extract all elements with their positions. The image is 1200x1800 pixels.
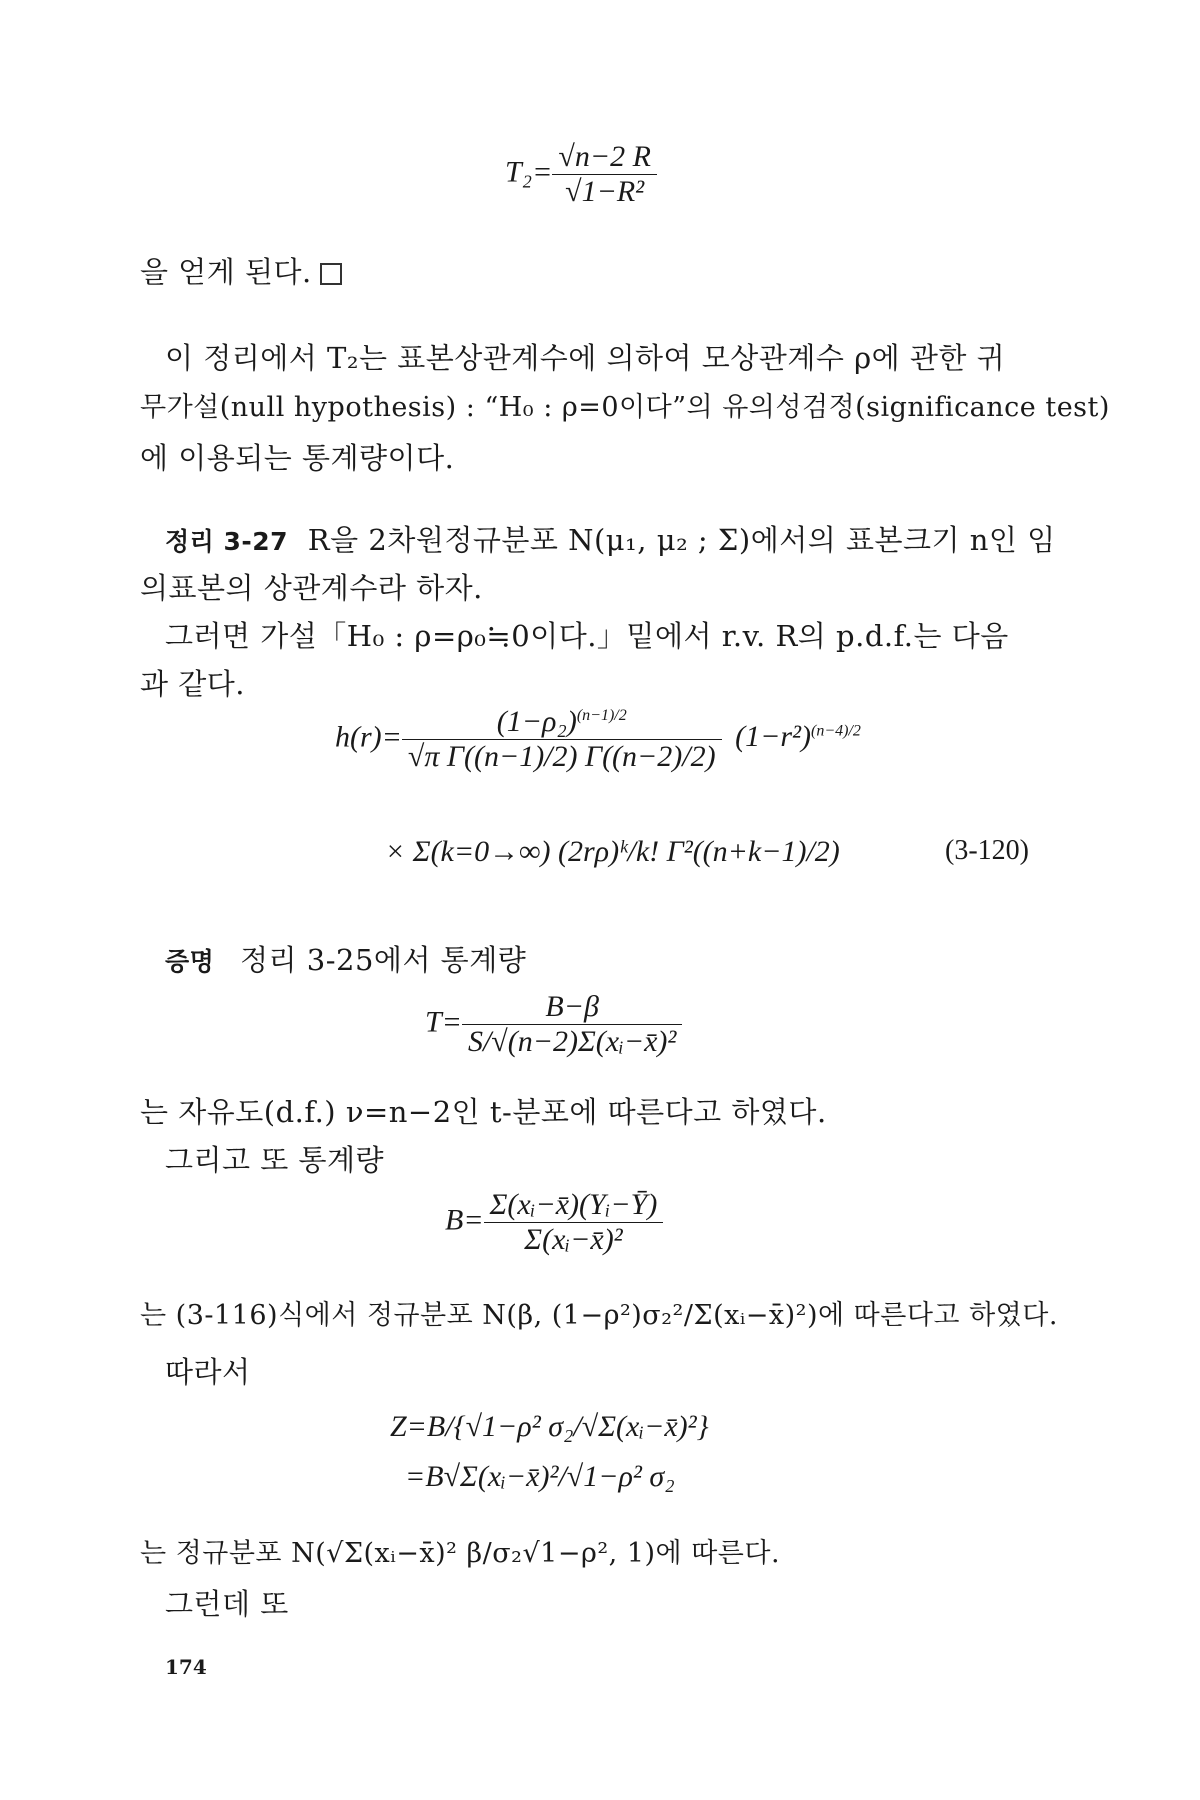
page-number: 174: [165, 1655, 207, 1679]
h-tail: (1−r²): [735, 720, 812, 754]
theorem-line3: 그러면 가설「H₀ : ρ=ρ₀≒0이다.」밑에서 r.v. R의 p.d.f.는 다음: [165, 619, 1009, 653]
h-lhs: h(r)=: [335, 720, 402, 754]
t2-fraction: [552, 140, 657, 209]
proof-line1-text: 정리 3-25에서 통계량: [240, 943, 527, 977]
qed-square-icon: [320, 263, 342, 285]
z-formula-line1: Z=B/{√1−ρ² σ₂/√Σ(xᵢ−x̄)²}: [390, 1410, 709, 1443]
h-tail-exponent: (n−4)/2: [811, 722, 861, 740]
h-numerator: $(1-\rho_2)^{(n-1)/2}$: [402, 705, 722, 740]
h-numerator-exponent: (n−1)/2: [576, 707, 627, 724]
t2-numerator: √n−2 R: [552, 140, 657, 175]
sum-line: × Σ(k=0→∞) (2rρ)ᵏ/k! Γ²((n+k−1)/2): [385, 835, 840, 868]
theorem-line1-text: R을 2차원정규분포 N(μ₁, μ₂ ; Σ)에서의 표본크기 n인 임: [307, 523, 1056, 557]
h-fraction: [402, 705, 722, 774]
theorem-line4: 과 같다.: [140, 667, 245, 701]
t-formula: [425, 990, 682, 1059]
para2-line2: 그리고 또 통계량: [165, 1143, 385, 1177]
theorem-label: 정리 3-27: [165, 527, 289, 556]
h-formula: [335, 705, 861, 774]
para3-line1: 는 (3-116)식에서 정규분포 N(β, (1−ρ²)σ₂²/Σ(xᵢ−x̄)²)에 따른다고 하였다.: [140, 1300, 1058, 1331]
b-numerator: Σ(xᵢ−x̄)(Yᵢ−Ȳ): [484, 1188, 664, 1223]
para4-line1: 는 정규분포 N(√Σ(xᵢ−x̄)² β/σ₂√1−ρ², 1)에 따른다.: [140, 1538, 781, 1569]
b-formula: [445, 1188, 663, 1257]
b-lhs: B=: [445, 1203, 484, 1237]
t-denominator: S/√(n−2)Σ(xᵢ−x̄)²: [467, 1025, 677, 1058]
para1-line1: 이 정리에서 T₂는 표본상관계수에 의하여 모상관계수 ρ에 관한 귀: [165, 341, 1006, 375]
para3-line2: 따라서: [165, 1355, 251, 1389]
equation-number: (3-120): [945, 835, 1029, 866]
obtain-line: [140, 250, 342, 294]
t-lhs: T=: [425, 1005, 462, 1039]
h-denominator: √π Γ((n−1)/2) Γ((n−2)/2): [407, 740, 716, 773]
b-denominator: Σ(xᵢ−x̄)²: [524, 1223, 623, 1256]
t-numerator: B−β: [462, 990, 682, 1025]
para1-line2: 무가설(null hypothesis) : “H₀ : ρ=0이다”의 유의성검정(significance test): [140, 392, 1110, 423]
para2-line1: 는 자유도(d.f.) ν=n−2인 t-분포에 따른다고 하였다.: [140, 1095, 827, 1129]
b-fraction: [484, 1188, 664, 1257]
proof-line1: [165, 938, 526, 984]
para1-line3: 에 이용되는 통계량이다.: [140, 441, 455, 475]
obtain-text: 을 얻게 된다.: [140, 255, 312, 289]
proof-label: 증명: [165, 947, 215, 976]
para4-line2: 그런데 또: [165, 1587, 289, 1621]
t2-denominator: √1−R²: [565, 175, 645, 208]
t-fraction: [462, 990, 682, 1059]
t2-formula: [505, 140, 657, 209]
theorem-line1: [165, 518, 1056, 564]
theorem-line2: 의표본의 상관계수라 하자.: [140, 571, 483, 605]
t2-lhs: T₂=: [505, 155, 553, 189]
z-formula-line2: =B√Σ(xᵢ−x̄)²/√1−ρ² σ₂: [405, 1460, 675, 1493]
